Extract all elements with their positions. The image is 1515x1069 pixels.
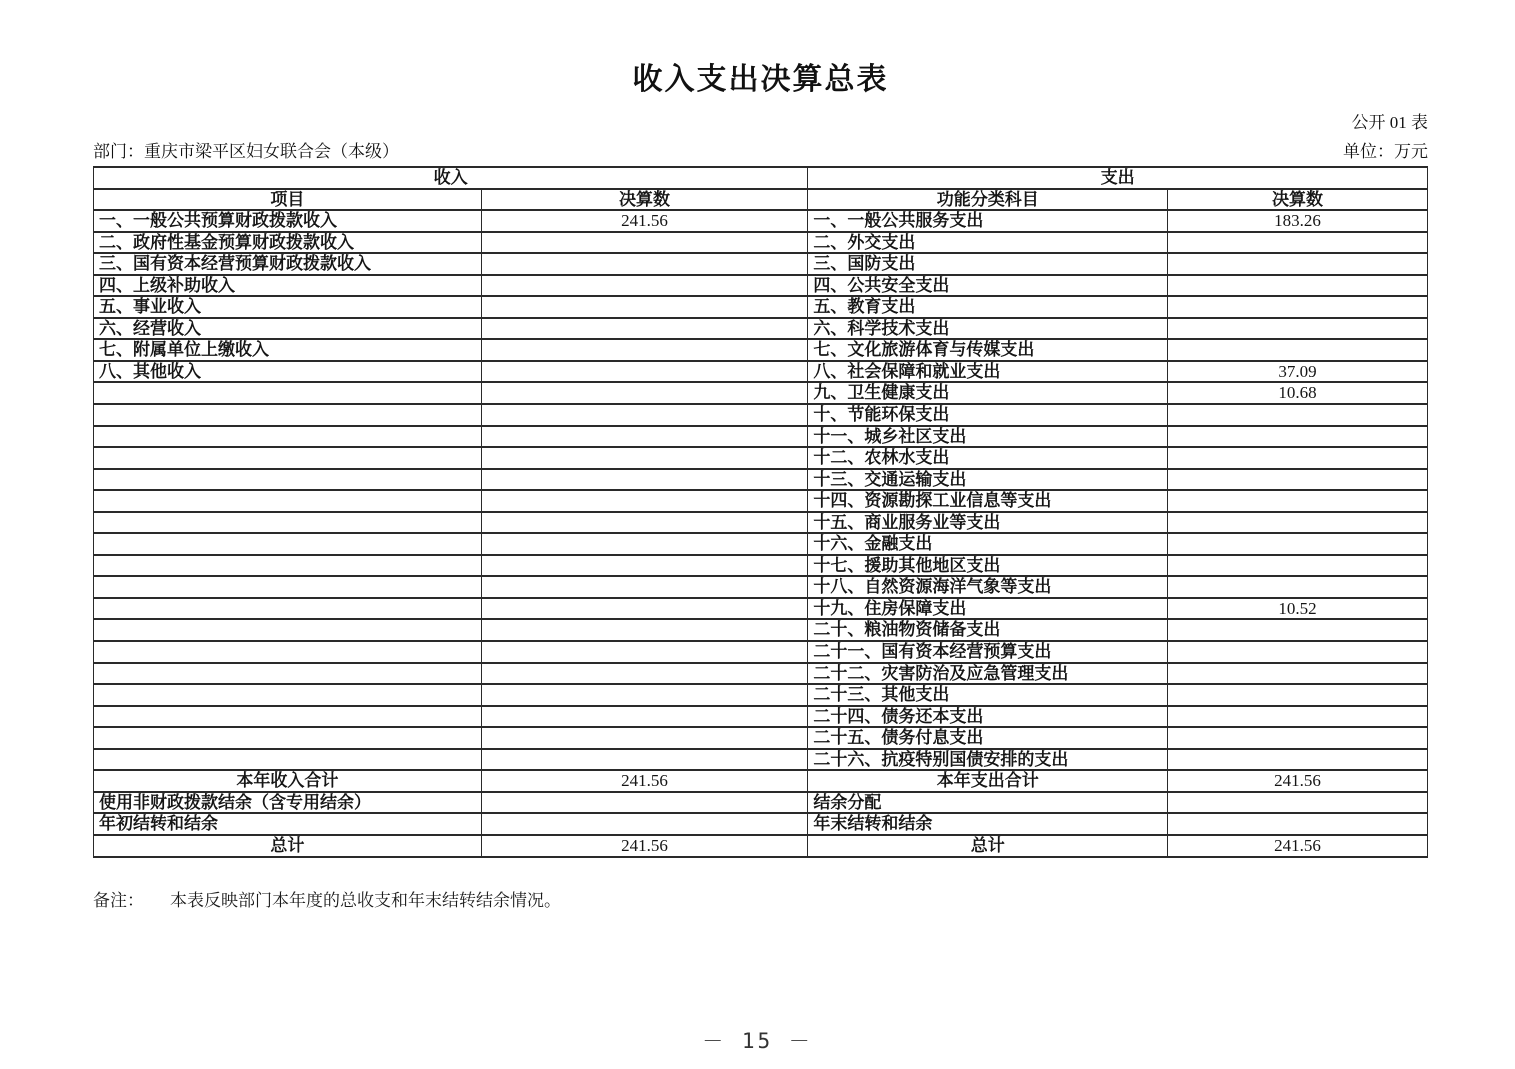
expense-value-cell [1168,727,1428,749]
income-value-cell [481,447,808,469]
income-item-cell: 本年收入合计 [94,770,482,792]
expense-value-cell [1168,792,1428,814]
income-value-cell [481,533,808,555]
income-value-cell [481,469,808,491]
income-value-cell [481,490,808,512]
table-row [94,404,1428,426]
expense-value-cell: 10.68 [1168,382,1428,404]
income-item-cell [94,576,482,598]
income-value-cell [481,684,808,706]
expense-value-cell [1168,813,1428,835]
expense-value-cell [1168,706,1428,728]
income-value-cell [481,598,808,620]
table-row [94,382,1428,404]
table-body [94,210,1428,856]
expense-value-cell [1168,318,1428,340]
table-row [94,533,1428,555]
income-value-cell: 241.56 [481,210,808,232]
footnote [93,886,1428,911]
income-value-cell [481,361,808,383]
expense-value-cell [1168,296,1428,318]
income-item-cell [94,490,482,512]
table-row [94,598,1428,620]
income-item-cell: 四、上级补助收入 [94,275,482,297]
income-value-cell [481,318,808,340]
expense-item-cell: 二十一、国有资本经营预算支出 [808,641,1168,663]
expense-group-header: 支出 [808,167,1428,189]
table-row [94,727,1428,749]
summary-row [94,835,1428,857]
income-item-cell [94,749,482,771]
summary-row [94,792,1428,814]
income-value-cell [481,749,808,771]
table-row [94,663,1428,685]
table-row [94,555,1428,577]
income-item-cell [94,619,482,641]
page-number: － 15 － [702,1029,813,1053]
expense-item-cell: 十九、住房保障支出 [808,598,1168,620]
income-value-cell [481,663,808,685]
income-value-cell [481,576,808,598]
expense-item-cell: 二十五、债务付息支出 [808,727,1168,749]
income-item-cell: 二、政府性基金预算财政拨款收入 [94,232,482,254]
income-amount-header: 决算数 [481,189,808,211]
expense-item-cell: 十五、商业服务业等支出 [808,512,1168,534]
income-item-cell: 年初结转和结余 [94,813,482,835]
income-item-cell [94,426,482,448]
expense-value-cell: 37.09 [1168,361,1428,383]
expense-item-cell: 十四、资源勘探工业信息等支出 [808,490,1168,512]
table-row [94,684,1428,706]
expense-item-cell: 七、文化旅游体育与传媒支出 [808,339,1168,361]
expense-item-cell: 五、教育支出 [808,296,1168,318]
expense-amount-header: 决算数 [1168,189,1428,211]
expense-item-cell: 本年支出合计 [808,770,1168,792]
table-row [94,232,1428,254]
income-item-cell: 一、一般公共预算财政拨款收入 [94,210,482,232]
income-item-cell [94,727,482,749]
page-title: 收入支出决算总表 [632,63,889,96]
income-value-cell [481,296,808,318]
expense-value-cell: 10.52 [1168,598,1428,620]
table-head [94,167,1428,210]
expense-item-cell: 年末结转和结余 [808,813,1168,835]
income-value-cell [481,382,808,404]
expense-item-cell: 十、节能环保支出 [808,404,1168,426]
expense-value-cell [1168,641,1428,663]
expense-value-cell [1168,447,1428,469]
expense-value-cell [1168,555,1428,577]
income-value-cell [481,426,808,448]
income-item-cell [94,663,482,685]
unit-label: 单位：万元 [1343,142,1428,161]
income-value-cell [481,404,808,426]
income-item-cell [94,404,482,426]
income-value-cell [481,232,808,254]
meta-row [93,137,1428,162]
footnote-text: 本表反映部门本年度的总收支和年末结转结余情况。 [170,890,561,910]
expense-item-cell: 十八、自然资源海洋气象等支出 [808,576,1168,598]
income-item-header: 项目 [94,189,482,211]
income-item-cell: 五、事业收入 [94,296,482,318]
table-row [94,490,1428,512]
table-row [94,210,1428,232]
income-group-header: 收入 [94,167,808,189]
expense-item-cell: 九、卫生健康支出 [808,382,1168,404]
income-value-cell [481,706,808,728]
table-row [94,447,1428,469]
department-label: 部门：重庆市梁平区妇女联合会（本级） [93,142,399,161]
expense-value-cell [1168,469,1428,491]
expense-item-cell: 二十三、其他支出 [808,684,1168,706]
income-value-cell [481,792,808,814]
income-value-cell [481,813,808,835]
income-item-cell: 七、附属单位上缴收入 [94,339,482,361]
expense-item-cell: 六、科学技术支出 [808,318,1168,340]
expense-value-cell [1168,619,1428,641]
expense-item-cell: 二十二、灾害防治及应急管理支出 [808,663,1168,685]
expense-value-cell [1168,684,1428,706]
income-value-cell [481,727,808,749]
expense-item-cell: 总计 [808,835,1168,857]
table-row [94,469,1428,491]
expense-item-cell: 十三、交通运输支出 [808,469,1168,491]
income-item-cell: 使用非财政拨款结余（含专用结余） [94,792,482,814]
expense-value-cell [1168,404,1428,426]
income-item-cell [94,555,482,577]
expense-value-cell [1168,749,1428,771]
table-row [94,426,1428,448]
income-value-cell: 241.56 [481,770,808,792]
income-item-cell [94,382,482,404]
table-row [94,619,1428,641]
expense-item-cell: 十七、援助其他地区支出 [808,555,1168,577]
table-row [94,253,1428,275]
expense-item-cell: 二十、粮油物资储备支出 [808,619,1168,641]
income-item-cell: 三、国有资本经营预算财政拨款收入 [94,253,482,275]
income-item-cell: 八、其他收入 [94,361,482,383]
table-row [94,706,1428,728]
column-header-row [94,189,1428,211]
final-accounts-table [93,166,1428,858]
expense-value-cell [1168,426,1428,448]
summary-row [94,813,1428,835]
expense-item-cell: 十六、金融支出 [808,533,1168,555]
expense-item-cell: 二十四、债务还本支出 [808,706,1168,728]
income-item-cell: 总计 [94,835,482,857]
income-item-cell [94,706,482,728]
table-row [94,576,1428,598]
income-item-cell [94,684,482,706]
income-value-cell: 241.56 [481,835,808,857]
expense-item-cell: 结余分配 [808,792,1168,814]
table-number: 公开 01 表 [1351,113,1428,132]
income-value-cell [481,512,808,534]
expense-item-cell: 二、外交支出 [808,232,1168,254]
footnote-label: 备注： [93,890,144,910]
group-header-row [94,167,1428,189]
income-value-cell [481,619,808,641]
expense-item-cell: 十二、农林水支出 [808,447,1168,469]
income-item-cell: 六、经营收入 [94,318,482,340]
income-item-cell [94,641,482,663]
expense-item-cell: 三、国防支出 [808,253,1168,275]
expense-value-cell [1168,275,1428,297]
expense-value-cell [1168,232,1428,254]
expense-item-header: 功能分类科目 [808,189,1168,211]
income-item-cell [94,598,482,620]
table-row [94,512,1428,534]
table-row [94,361,1428,383]
expense-value-cell: 241.56 [1168,835,1428,857]
income-item-cell [94,469,482,491]
income-value-cell [481,275,808,297]
expense-value-cell [1168,576,1428,598]
income-item-cell [94,512,482,534]
expense-item-cell: 一、一般公共服务支出 [808,210,1168,232]
income-item-cell [94,447,482,469]
expense-value-cell [1168,253,1428,275]
expense-value-cell [1168,339,1428,361]
expense-value-cell [1168,533,1428,555]
table-row [94,339,1428,361]
expense-item-cell: 八、社会保障和就业支出 [808,361,1168,383]
expense-value-cell [1168,663,1428,685]
expense-item-cell: 十一、城乡社区支出 [808,426,1168,448]
document-content [0,54,1515,911]
expense-item-cell: 四、公共安全支出 [808,275,1168,297]
income-value-cell [481,641,808,663]
table-row [94,296,1428,318]
expense-value-cell [1168,490,1428,512]
income-value-cell [481,555,808,577]
table-row [94,749,1428,771]
expense-value-cell: 183.26 [1168,210,1428,232]
expense-value-cell [1168,512,1428,534]
table-row [94,275,1428,297]
income-value-cell [481,253,808,275]
income-item-cell [94,533,482,555]
summary-row [94,770,1428,792]
income-value-cell [481,339,808,361]
expense-item-cell: 二十六、抗疫特别国债安排的支出 [808,749,1168,771]
expense-value-cell: 241.56 [1168,770,1428,792]
table-row [94,318,1428,340]
table-row [94,641,1428,663]
